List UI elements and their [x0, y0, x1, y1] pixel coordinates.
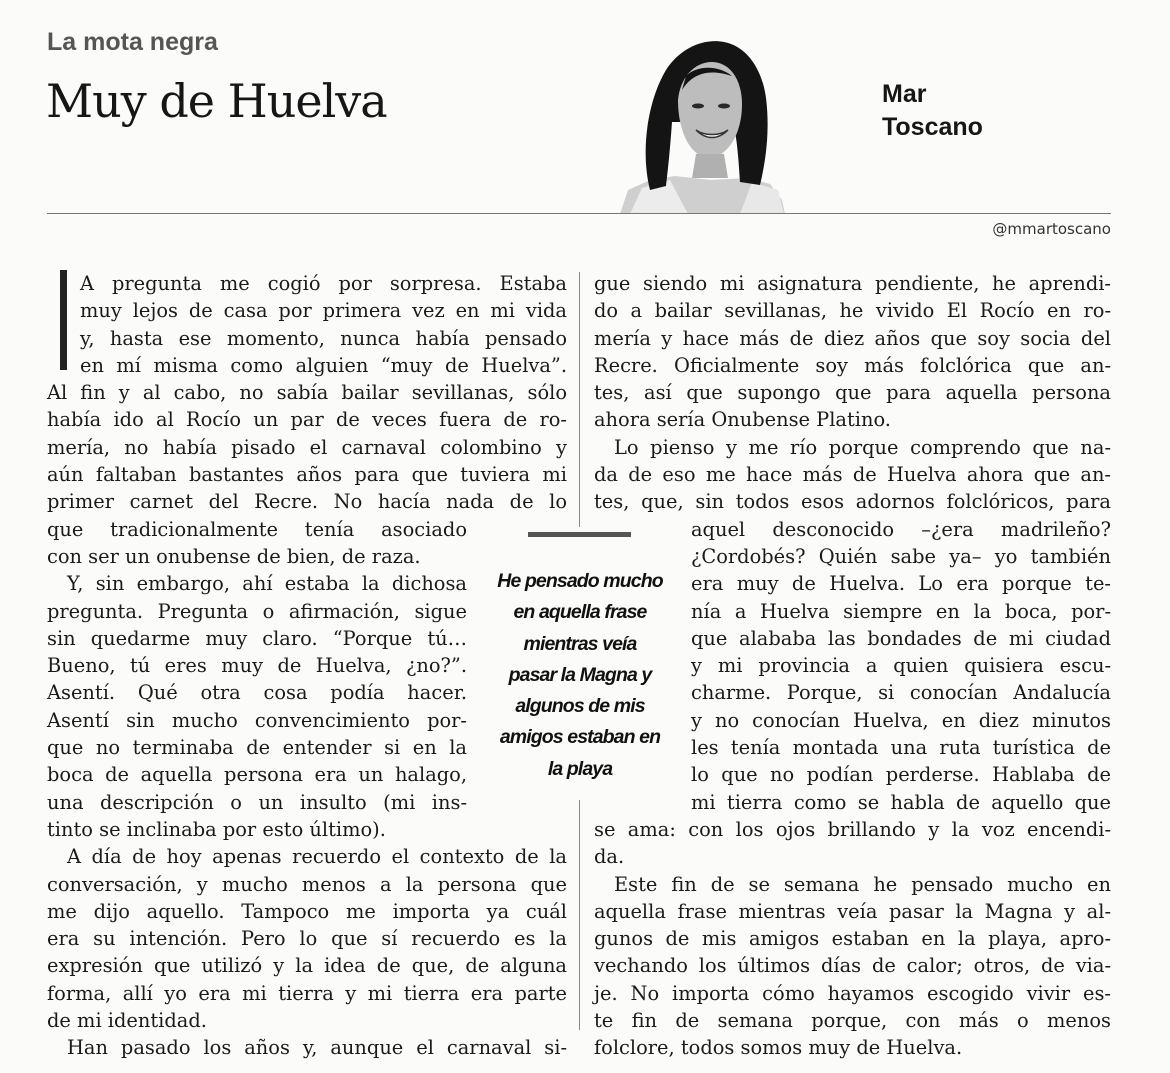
- text-line: tes, que, sin todos esos adornos folclóricos, para: [594, 490, 1111, 514]
- text-line: Asentí. Qué otra cosa podía hacer.: [47, 681, 467, 705]
- text-line: A día de hoy apenas recuerdo el contexto de la: [67, 845, 567, 869]
- text-line: ¿Cordobés? Quién sabe ya– yo también: [691, 544, 1111, 568]
- text-line: había ido al Rocío un par de veces fuera de ro-: [47, 408, 567, 432]
- text-line: aquella frase mientras veía pasar la Magna y al-: [594, 899, 1111, 923]
- text-line: gunos de mis amigos estaban en la playa, apro-: [594, 927, 1111, 951]
- text-line: Bueno, tú eres muy de Huelva, ¿no?”.: [47, 654, 467, 678]
- text-line: y, hasta ese momento, nunca había pensado: [80, 326, 567, 350]
- text-line: primer carnet del Recre. No hacía nada de lo: [47, 490, 567, 514]
- section-label: La mota negra: [47, 28, 218, 56]
- text-line: que no terminaba de entender si en la: [47, 736, 467, 760]
- article-column-right: [594, 270, 1111, 1062]
- author-handle: @mmartoscano: [992, 220, 1111, 238]
- text-line: Este fin de se semana he pensado mucho en: [614, 872, 1111, 896]
- text-line: da.: [594, 845, 625, 869]
- text-line: je. No importa cómo hayamos escogido vivir es-: [594, 981, 1111, 1005]
- text-line: Recre. Oficialmente soy más folclórica que an-: [594, 353, 1111, 377]
- text-line: una descripción o un insulto (mi ins-: [47, 790, 467, 814]
- text-line: muy lejos de casa por primera vez en mi vida: [80, 299, 567, 323]
- pull-quote-line: mientras veía: [523, 632, 637, 655]
- text-line: A pregunta me cogió por sorpresa. Estaba: [80, 272, 567, 295]
- text-line: mería, no había pisado el carnaval colombino y: [47, 435, 567, 459]
- text-line: ahora sería Onubense Platino.: [594, 408, 891, 432]
- column-divider-bottom: [579, 800, 580, 1030]
- text-line: de mi identidad.: [47, 1009, 207, 1033]
- text-line: en mí misma como alguien “muy de Huelva”.: [80, 353, 567, 377]
- text-line: nía a Huelva siempre en la boca, por-: [691, 599, 1111, 623]
- pull-quote-line: la playa: [547, 757, 613, 780]
- text-line: charme. Porque, si conocían Andalucía: [691, 681, 1111, 705]
- pull-quote-line: en aquella frase: [513, 601, 647, 624]
- text-line: con ser un onubense de bien, de raza.: [47, 544, 421, 568]
- text-line: gue siendo mi asignatura pendiente, he aprendi-: [594, 272, 1111, 295]
- text-line: Lo pienso y me río porque comprendo que na-: [614, 435, 1111, 459]
- text-line: te fin de semana porque, con más o menos: [594, 1009, 1111, 1033]
- pull-quote-line: amigos estaban en: [499, 726, 661, 749]
- text-line: lo que no podían perderse. Hablaba de: [691, 763, 1111, 787]
- text-line: sin quedarme muy claro. “Porque tú…: [47, 626, 467, 650]
- text-line: me dijo aquello. Tampoco me importa ya cuál: [47, 899, 567, 923]
- text-line: tes, así que supongo que para aquella persona: [594, 381, 1111, 405]
- text-line: tinto se inclinaba por esto último).: [47, 817, 386, 841]
- text-line: conversación, y mucho menos a la persona que: [47, 872, 567, 896]
- text-line: Al fin y al cabo, no sabía bailar sevillanas, sólo: [47, 381, 567, 405]
- column-divider-top: [579, 272, 580, 527]
- text-line: era su intención. Pero lo que sí recuerdo es la: [47, 927, 567, 951]
- text-line: aquel desconocido –¿era madrileño?: [691, 517, 1111, 541]
- pull-quote-line: pasar la Magna y: [508, 663, 652, 686]
- text-line: da de eso me hace más de Huelva ahora que an-: [594, 463, 1111, 487]
- author-last-name: Toscano: [882, 113, 983, 141]
- text-line: aún faltaban bastantes años para que tuviera mi: [47, 463, 567, 487]
- text-line: vechando los últimos días de calor; otros, de via-: [594, 954, 1111, 978]
- text-line: mi tierra como se habla de aquello que: [691, 790, 1111, 814]
- author-name: [882, 78, 983, 144]
- text-line: expresión que utilizó y la idea de que, de alguna: [47, 954, 567, 978]
- text-line: Y, sin embargo, ahí estaba la dichosa: [67, 572, 467, 596]
- text-line: forma, allí yo era mi tierra y mi tierra era parte: [47, 981, 567, 1005]
- header-rule: [47, 213, 1111, 214]
- author-first-name: Mar: [882, 80, 927, 108]
- headline: Muy de Huelva: [46, 74, 387, 128]
- text-line: era muy de Huelva. Lo era porque te-: [691, 572, 1111, 596]
- text-line: que alababa las bondades de mi ciudad: [691, 626, 1111, 650]
- text-line: que tradicionalmente tenía asociado: [47, 517, 467, 541]
- text-line: mería y hace más de diez años que soy socia del: [594, 326, 1111, 350]
- text-line: do a bailar sevillanas, he vivido El Rocío en ro-: [594, 299, 1111, 323]
- text-line: folclore, todos somos muy de Huelva.: [594, 1036, 963, 1060]
- text-line: y mi provincia a quien quisiera escu-: [691, 654, 1111, 678]
- text-line: boca de aquella persona era un halago,: [47, 763, 467, 787]
- text-line: Han pasado los años y, aunque el carnaval si-: [67, 1036, 567, 1060]
- author-photo: [620, 30, 796, 214]
- text-line: les tenía montada una ruta turística de: [691, 736, 1111, 760]
- text-line: se ama: con los ojos brillando y la voz encendi-: [594, 817, 1111, 841]
- text-line: pregunta. Pregunta o afirmación, sigue: [47, 599, 467, 623]
- pull-quote-line: He pensado mucho: [497, 570, 663, 592]
- text-line: y no conocían Huelva, en diez minutos: [691, 708, 1111, 732]
- article-column-left: [47, 270, 567, 1062]
- text-line: Asentí sin mucho convencimiento por-: [47, 708, 467, 732]
- pull-quote-line: algunos de mis: [515, 695, 645, 718]
